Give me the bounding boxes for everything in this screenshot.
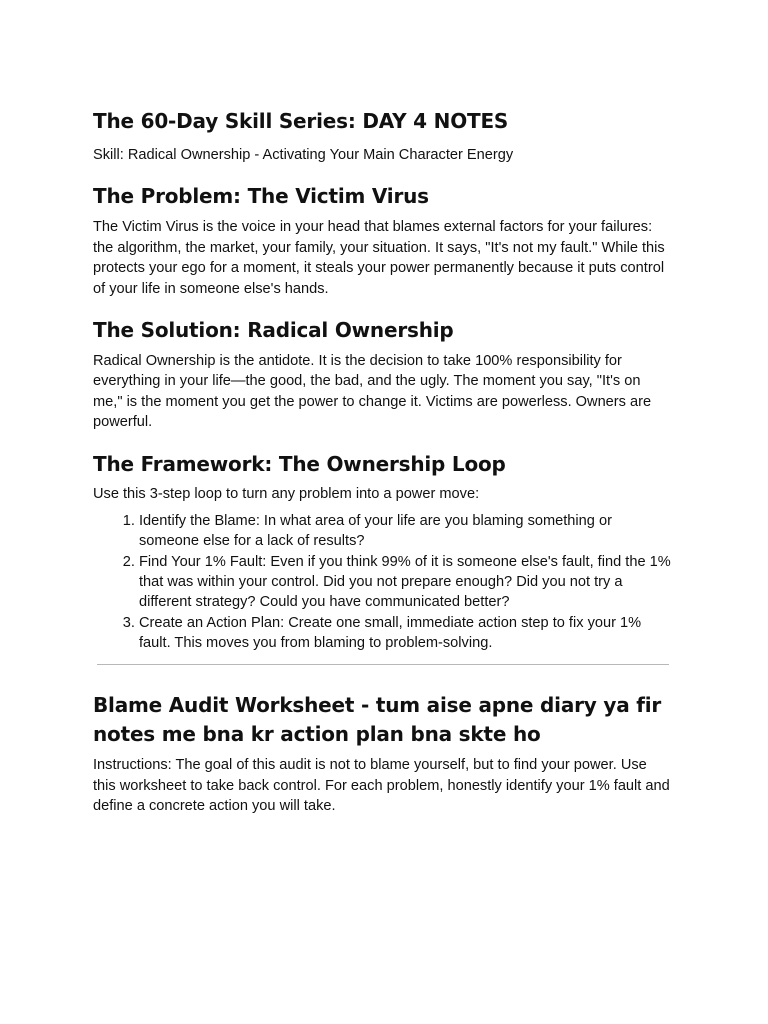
framework-heading: The Framework: The Ownership Loop (93, 451, 506, 476)
framework-step: 2. Find Your 1% Fault: Even if you think 99% of it is someone else's fault, find the 1% that was within your control. Did you not prepare enough? Did you not try a different strategy? Could you have communicated better? (139, 552, 672, 613)
problem-body: The Victim Virus is the voice in your head that blames external factors for your failures: the algorithm, the market, your family, your situation. It says, "It's not my fault." While this protects your ego for a moment, it steals your power permanently because it puts control of your life in someone else's hands. (93, 219, 665, 297)
framework-step: 1. Identify the Blame: In what area of your life are you blaming something or someone else for a lack of results? (139, 511, 672, 552)
framework-steps-list (93, 511, 672, 653)
solution-heading: The Solution: Radical Ownership (93, 318, 454, 343)
framework-intro: Use this 3-step loop to turn any problem into a power move: (93, 485, 480, 502)
document-subtitle: Skill: Radical Ownership - Activating Your Main Character Energy (93, 147, 514, 163)
audit-instructions: Instructions: The goal of this audit is not to blame yourself, but to find your power. Use this worksheet to take back control. For each problem, honestly identify your 1% fault and define a concrete action you will take. (93, 757, 670, 814)
document-title: The 60-Day Skill Series: DAY 4 NOTES (93, 109, 509, 133)
section-divider (97, 664, 669, 665)
audit-heading: Blame Audit Worksheet - tum aise apne diary ya fir notes me bna kr action plan bna skte ho (93, 693, 662, 747)
solution-body: Radical Ownership is the antidote. It is the decision to take 100% responsibility for everything in your life—the good, the bad, and the ugly. The moment you say, "It's on me," is the moment you get the power to change it. Victims are powerless. Owners are powerful. (93, 353, 652, 431)
framework-step: 3. Create an Action Plan: Create one small, immediate action step to fix your 1% fault. This moves you from blaming to problem-solving. (139, 613, 672, 654)
problem-heading: The Problem: The Victim Virus (93, 184, 429, 209)
